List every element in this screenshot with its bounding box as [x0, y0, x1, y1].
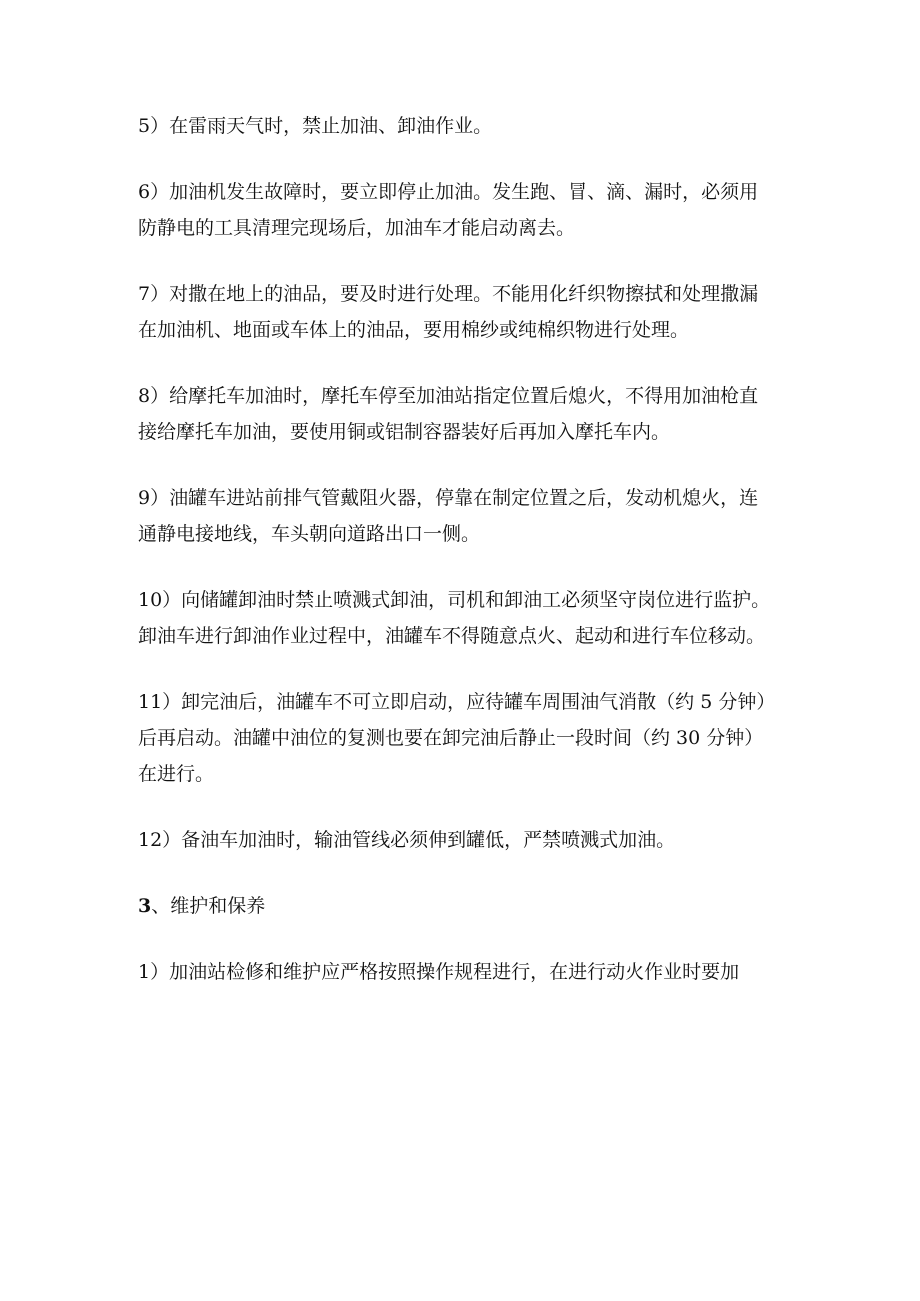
paragraph-line: 后再启动。油罐中油位的复测也要在卸完油后静止一段时间（约 30 分钟） [138, 727, 764, 749]
paragraph-line: 1）加油站检修和维护应严格按照操作规程进行，在进行动火作业时要加 [138, 961, 740, 983]
document-body [138, 108, 798, 1020]
paragraph-line: 11）卸完油后，油罐车不可立即启动，应待罐车周围油气消散（约 5 分钟） [138, 691, 776, 713]
section-heading [138, 888, 798, 924]
section-number: 3 [138, 895, 152, 917]
paragraph-10 [138, 582, 798, 654]
paragraph-12 [138, 822, 798, 858]
paragraph-line: 9）油罐车进站前排气管戴阻火器，停靠在制定位置之后，发动机熄火，连 [138, 487, 759, 509]
paragraph-9 [138, 480, 798, 552]
paragraph-line: 在加油机、地面或车体上的油品，要用棉纱或纯棉织物进行处理。 [138, 319, 690, 341]
paragraph-line: 7）对撒在地上的油品，要及时进行处理。不能用化纤织物擦拭和处理撒漏 [138, 283, 759, 305]
paragraph-line: 卸油车进行卸油作业过程中，油罐车不得随意点火、起动和进行车位移动。 [138, 625, 766, 647]
paragraph-8 [138, 378, 798, 450]
paragraph-6 [138, 174, 798, 246]
paragraph-line: 10）向储罐卸油时禁止喷溅式卸油，司机和卸油工必须坚守岗位进行监护。 [138, 589, 771, 611]
paragraph-11 [138, 684, 798, 792]
paragraph-line: 6）加油机发生故障时，要立即停止加油。发生跑、冒、滴、漏时，必须用 [138, 181, 759, 203]
paragraph-line: 12）备油车加油时，输油管线必须伸到罐低，严禁喷溅式加油。 [138, 829, 676, 851]
paragraph-line: 通静电接地线，车头朝向道路出口一侧。 [138, 523, 481, 545]
paragraph-line: 在进行。 [138, 763, 215, 785]
section-title: 、维护和保养 [151, 895, 266, 917]
paragraph-5 [138, 108, 798, 144]
paragraph-line: 5）在雷雨天气时，禁止加油、卸油作业。 [138, 115, 493, 137]
paragraph-line: 接给摩托车加油，要使用铜或铝制容器装好后再加入摩托车内。 [138, 421, 671, 443]
paragraph-section3-1 [138, 954, 798, 990]
paragraph-line: 防静电的工具清理完现场后，加油车才能启动离去。 [138, 217, 576, 239]
paragraph-7 [138, 276, 798, 348]
paragraph-line: 8）给摩托车加油时，摩托车停至加油站指定位置后熄火，不得用加油枪直 [138, 385, 759, 407]
